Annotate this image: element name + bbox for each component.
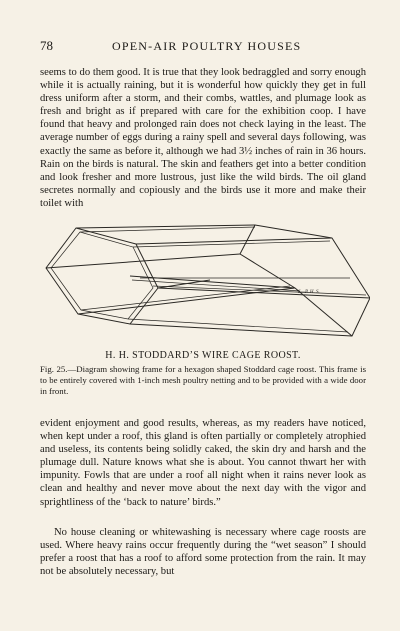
drawing-label: S—P. H. S. [298,290,320,295]
left-hexagon-end [46,228,158,324]
figure-title: H. H. STODDARD’S WIRE CAGE ROOST. [105,350,301,361]
running-head: OPEN-AIR POULTRY HOUSES [112,39,302,53]
body-paragraph-2: evident enjoyment and good results, whereas, as my readers have noticed, when kept under a roof, this gland is often partially or completely atrophied and useless, its contents being solidly caked, the skin dry and harsh and the plumage dull. Nature knows what she is about. You cannot thwart her with impunity. Fowls that are under a roof all night when it rains never look as clean and healthy and never move about the next day with the vigor and sprightliness of the ‘back to nature’ birds.” [40,418,366,508]
figure-caption: Fig. 25.—Diagram showing frame for a hexagon shaped Stoddard cage roost. This frame is to be entirely covered with 1-inch mesh poultry netting and to be provided with a wide door in front. [40,364,366,396]
page-header [40,38,370,58]
body-paragraph-1: seems to do them good. It is true that they look bedraggled and sorry enough while it is actually raining, but it is wonderful how quickly they get in full dress uniform after a storm, and their combs, wattles, and plumage look as fresh and bright as if prepared with care for the exhibition coop. I have found that heavy and prolonged rain does not check laying in the least. The average number of eggs during a rainy spell and several days following, was exactly the same as before it, although we had 3½ inches of rain in 36 hours. Rain on the birds is natural. The skin and feathers get into a better condition and look fresher and more lustrous, just like the wild birds. The oil gland secretes normally and copiously and the birds use it more and make their toilet with [40,67,366,209]
page-number: 78 [40,38,53,53]
cage-roost-diagram [40,218,370,348]
body-paragraph-3: No house cleaning or whitewashing is necessary where cage roosts are used. Where heavy rains occur frequently during the “wet season” I should prefer a roost that has a roof to afford some protection from the rain. It may not be absolutely necessary, but [40,527,366,578]
